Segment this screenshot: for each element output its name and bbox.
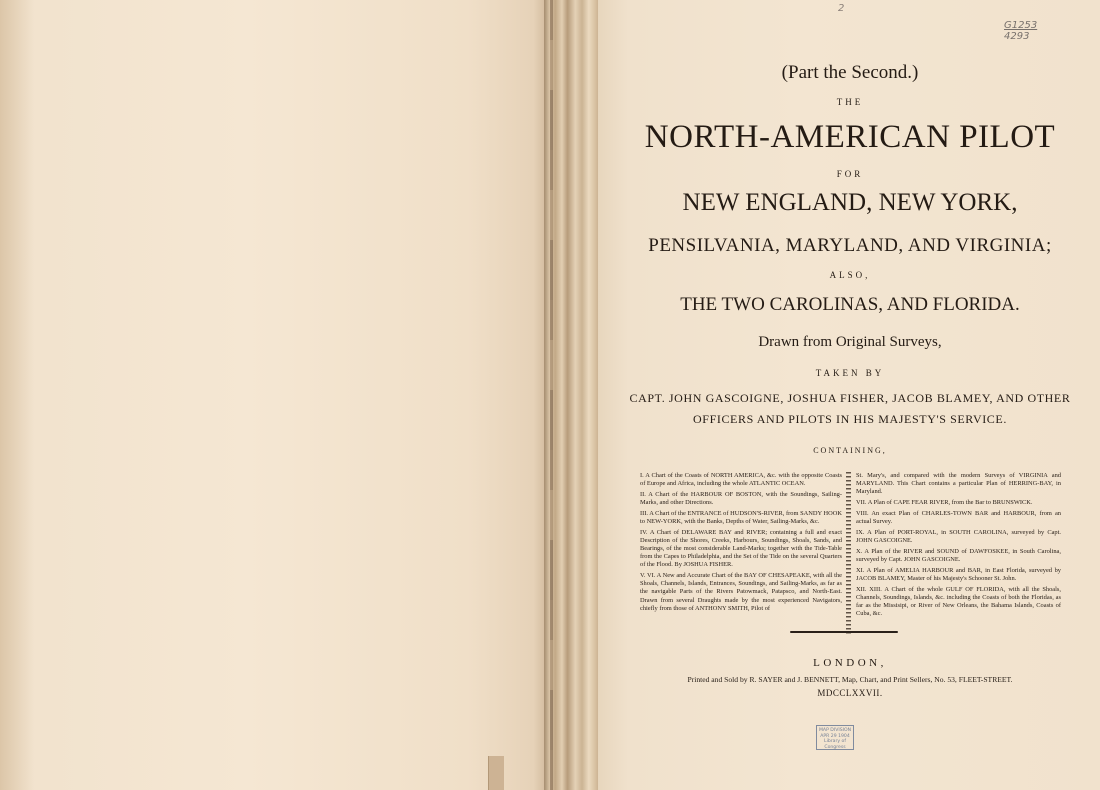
part-heading: (Part the Second.) (781, 62, 919, 83)
imprint-city: LONDON, (813, 657, 887, 669)
contents-entry: III. A Chart of the ENTRANCE of HUDSON'S-RIVER, from SANDY HOOK to NEW-YORK, with the Banks, Depths of Water, Sailing-Marks, &c. (640, 509, 842, 526)
title-line-carolinas: THE TWO CAROLINAS, AND FLORIDA. (680, 294, 1020, 315)
title-also: ALSO, (829, 270, 871, 280)
contents-entry: X. A Plan of the RIVER and SOUND of DAWFOSKEE, in South Carolina, surveyed by Capt. JOHN GASCOIGNE. (856, 547, 1061, 564)
contents-entry: XII. XIII. A Chart of the whole GULF OF FLORIDA, with all the Shoals, Channels, Soundings, Islands, &c. including the Coasts of both the Floridas, as far as the Missisipi, or River of New Orleans, the Bahama Islands, Coasts of Cuba, &c. (856, 585, 1061, 618)
contents-entry: VII. A Plan of CAPE FEAR RIVER, from the Bar to BRUNSWICK. (856, 499, 1033, 507)
authors-line-2: OFFICERS AND PILOTS IN HIS MAJESTY'S SERVICE. (693, 412, 1007, 426)
title-line-new-england: NEW ENGLAND, NEW YORK, (682, 189, 1018, 216)
contents-column-right (856, 472, 1061, 621)
shelf-mark (1004, 20, 1037, 42)
contents-entry: IX. A Plan of PORT-ROYAL, in SOUTH CAROLINA, surveyed by Capt. JOHN GASCOIGNE. (856, 528, 1061, 545)
contents-list (640, 472, 1064, 634)
title-the: THE (836, 97, 864, 107)
stamp-line: MAP DIVISION (818, 728, 852, 733)
contents-column-left (640, 472, 842, 615)
title-line-pensilvania: PENSILVANIA, MARYLAND, AND VIRGINIA; (648, 235, 1052, 256)
taken-by: TAKEN BY (815, 368, 885, 378)
pencil-page-number: 2 (838, 3, 845, 14)
library-stamp (816, 725, 854, 750)
book-gutter (544, 0, 600, 790)
imprint-date: MDCCLXXVII. (817, 688, 883, 698)
imprint-printer: Printed and Sold by R. SAYER and J. BENNETT, Map, Chart, and Print Sellers, No. 53, FLEET-STREET. (687, 675, 1013, 684)
main-title: NORTH-AMERICAN PILOT (644, 119, 1056, 155)
title-for: FOR (836, 169, 864, 179)
shelf-mark-line-2: 4293 (1004, 31, 1030, 42)
contents-entry: V. VI. A New and Accurate Chart of the BAY OF CHESAPEAKE, with all the Shoals, Channels, Islands, Entrances, Soundings, and Sailing-Marks, as far as the navigable Parts of the Rivers Patowmack, Patapsco, and North-East. Drawn from several Draughts made by the most experienced Navigators, chiefly from those of ANTHONY SMITH, Pilot of (640, 572, 842, 612)
ornamental-rule (790, 631, 898, 633)
contents-entry: IV. A Chart of DELAWARE BAY and RIVER; containing a full and exact Description of the Shores, Creeks, Harbours, Soundings, Shoals, Sands, and Bearings, of the most considerable Land-Marks; together with the Tide-Table from the Capes to Philadelphia, and the Set of the Tide on the several Quarters of the Flood. By JOSHUA FISHER. (640, 528, 842, 569)
contents-entry: XI. A Plan of AMELIA HARBOUR and BAR, in East Florida, surveyed by JACOB BLAMEY, Master of his Majesty's Schooner St. John. (856, 566, 1061, 583)
authors-line-1: CAPT. JOHN GASCOIGNE, JOSHUA FISHER, JACOB BLAMEY, AND OTHER (629, 391, 1071, 405)
containing-heading: CONTAINING, (813, 446, 887, 455)
column-divider (846, 472, 851, 634)
contents-entry: VIII. An exact Plan of CHARLES-TOWN BAR and HARBOUR, from an actual Survey. (856, 509, 1061, 526)
contents-entry: I. A Chart of the Coasts of NORTH AMERICA, &c. with the opposite Coasts of Europe and Africa, including the whole ATLANTIC OCEAN. (640, 472, 842, 488)
paper-tab (488, 756, 504, 790)
stamp-line: Library of Congress (824, 739, 846, 750)
shelf-mark-line-1: G1253 (1004, 20, 1038, 31)
drawn-from-surveys: Drawn from Original Surveys, (758, 334, 942, 350)
stamp-line: APR 29 1904 (820, 733, 850, 739)
contents-entry: St. Mary's, and compared with the modern Surveys of VIRGINIA and MARYLAND. This Chart contains a particular Plan of HERRING-BAY, in Maryland. (856, 472, 1061, 496)
contents-entry: II. A Chart of the HARBOUR OF BOSTON, with the Soundings, Sailing-Marks, and other Directions. (640, 490, 842, 507)
